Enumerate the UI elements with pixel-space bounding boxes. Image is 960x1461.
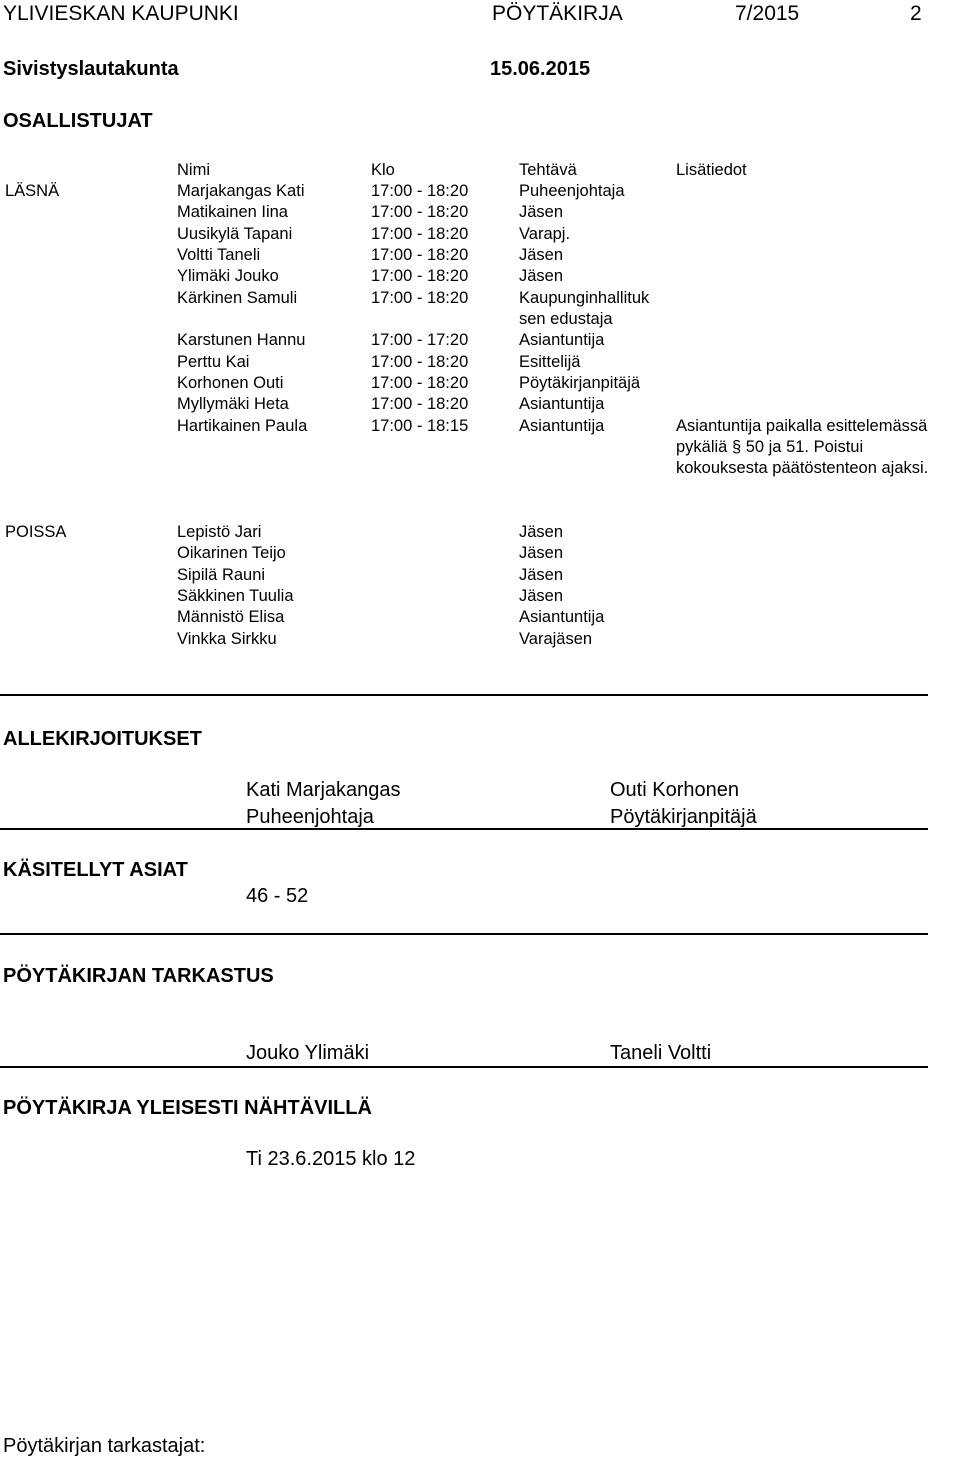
absent-name: Vinkka Sirkku (177, 630, 277, 648)
absent-role: Jäsen (519, 523, 564, 541)
reviewer-name: Taneli Voltti (610, 1042, 712, 1064)
participant-name: Kärkinen Samuli (177, 289, 298, 307)
participant-role: Varapj. (519, 225, 571, 243)
participant-role: Jäsen (519, 203, 564, 221)
meeting-date: 15.06.2015 (490, 58, 591, 80)
participant-info-continued: pykäliä § 50 ja 51. Poistui (676, 438, 864, 456)
column-header-name: Nimi (177, 161, 210, 179)
participant-time: 17:00 - 18:20 (371, 225, 469, 243)
document-type: PÖYTÄKIRJA (492, 2, 623, 25)
reviewers-label: Pöytäkirjan tarkastajat: (3, 1435, 206, 1457)
reviewer-name: Jouko Ylimäki (246, 1042, 370, 1064)
divider (0, 828, 928, 830)
participant-role: Puheenjohtaja (519, 182, 625, 200)
chair-name: Kati Marjakangas (246, 779, 401, 801)
participant-role: Esittelijä (519, 353, 581, 371)
absent-name: Oikarinen Teijo (177, 544, 286, 562)
absent-role: Jäsen (519, 587, 564, 605)
absent-name: Lepistö Jari (177, 523, 262, 541)
absent-label: POISSA (5, 523, 67, 541)
participant-name: Marjakangas Kati (177, 182, 305, 200)
signatures-title: ALLEKIRJOITUKSET (3, 728, 202, 750)
participant-role: Kaupunginhallituk (519, 289, 650, 307)
public-title: PÖYTÄKIRJA YLEISESTI NÄHTÄVILLÄ (3, 1097, 372, 1119)
participant-name: Perttu Kai (177, 353, 250, 371)
participant-time: 17:00 - 18:20 (371, 246, 469, 264)
absent-role: Jäsen (519, 544, 564, 562)
participant-time: 17:00 - 18:15 (371, 417, 469, 435)
page-number: 2 (910, 2, 922, 25)
chair-role: Puheenjohtaja (246, 806, 374, 828)
divider (0, 933, 928, 935)
participant-time: 17:00 - 18:20 (371, 203, 469, 221)
participant-info: Asiantuntija paikalla esittelemässä (676, 417, 928, 435)
participant-time: 17:00 - 18:20 (371, 267, 469, 285)
participant-name: Uusikylä Tapani (177, 225, 293, 243)
absent-role: Varajäsen (519, 630, 593, 648)
participant-time: 17:00 - 18:20 (371, 374, 469, 392)
handled-title: KÄSITELLYT ASIAT (3, 859, 188, 881)
divider (0, 694, 928, 696)
participant-name: Hartikainen Paula (177, 417, 308, 435)
participant-role: Jäsen (519, 267, 564, 285)
column-header-role: Tehtävä (519, 161, 577, 179)
handled-items: 46 - 52 (246, 885, 309, 907)
participant-time: 17:00 - 18:20 (371, 289, 469, 307)
participant-time: 17:00 - 18:20 (371, 182, 469, 200)
participant-name: Ylimäki Jouko (177, 267, 279, 285)
participants-title: OSALLISTUJAT (3, 110, 153, 132)
participant-name: Myllymäki Heta (177, 395, 289, 413)
organization-name: YLIVIESKAN KAUPUNKI (3, 2, 239, 25)
public-display-time: Ti 23.6.2015 klo 12 (246, 1148, 416, 1170)
participant-name: Voltti Taneli (177, 246, 261, 264)
participant-role: Asiantuntija (519, 395, 605, 413)
divider (0, 1066, 928, 1068)
participant-name: Karstunen Hannu (177, 331, 306, 349)
participant-name: Korhonen Outi (177, 374, 284, 392)
column-header-time: Klo (371, 161, 395, 179)
absent-name: Sipilä Rauni (177, 566, 266, 584)
review-title: PÖYTÄKIRJAN TARKASTUS (3, 965, 274, 987)
absent-name: Männistö Elisa (177, 608, 285, 626)
participant-time: 17:00 - 18:20 (371, 353, 469, 371)
committee-name: Sivistyslautakunta (3, 58, 179, 80)
participant-name: Matikainen Iina (177, 203, 288, 221)
secretary-name: Outi Korhonen (610, 779, 739, 801)
participant-role: Asiantuntija (519, 331, 605, 349)
participant-role: Asiantuntija (519, 417, 605, 435)
absent-role: Jäsen (519, 566, 564, 584)
column-header-info: Lisätiedot (676, 161, 747, 179)
participant-role-continued: sen edustaja (519, 310, 613, 328)
document-number: 7/2015 (735, 2, 800, 25)
participant-time: 17:00 - 18:20 (371, 395, 469, 413)
participant-role: Jäsen (519, 246, 564, 264)
participant-time: 17:00 - 17:20 (371, 331, 469, 349)
absent-name: Säkkinen Tuulia (177, 587, 294, 605)
participant-info-continued: kokouksesta päätöstenteon ajaksi. (676, 459, 929, 477)
present-label: LÄSNÄ (5, 182, 60, 200)
participant-role: Pöytäkirjanpitäjä (519, 374, 641, 392)
absent-role: Asiantuntija (519, 608, 605, 626)
secretary-role: Pöytäkirjanpitäjä (610, 806, 757, 828)
